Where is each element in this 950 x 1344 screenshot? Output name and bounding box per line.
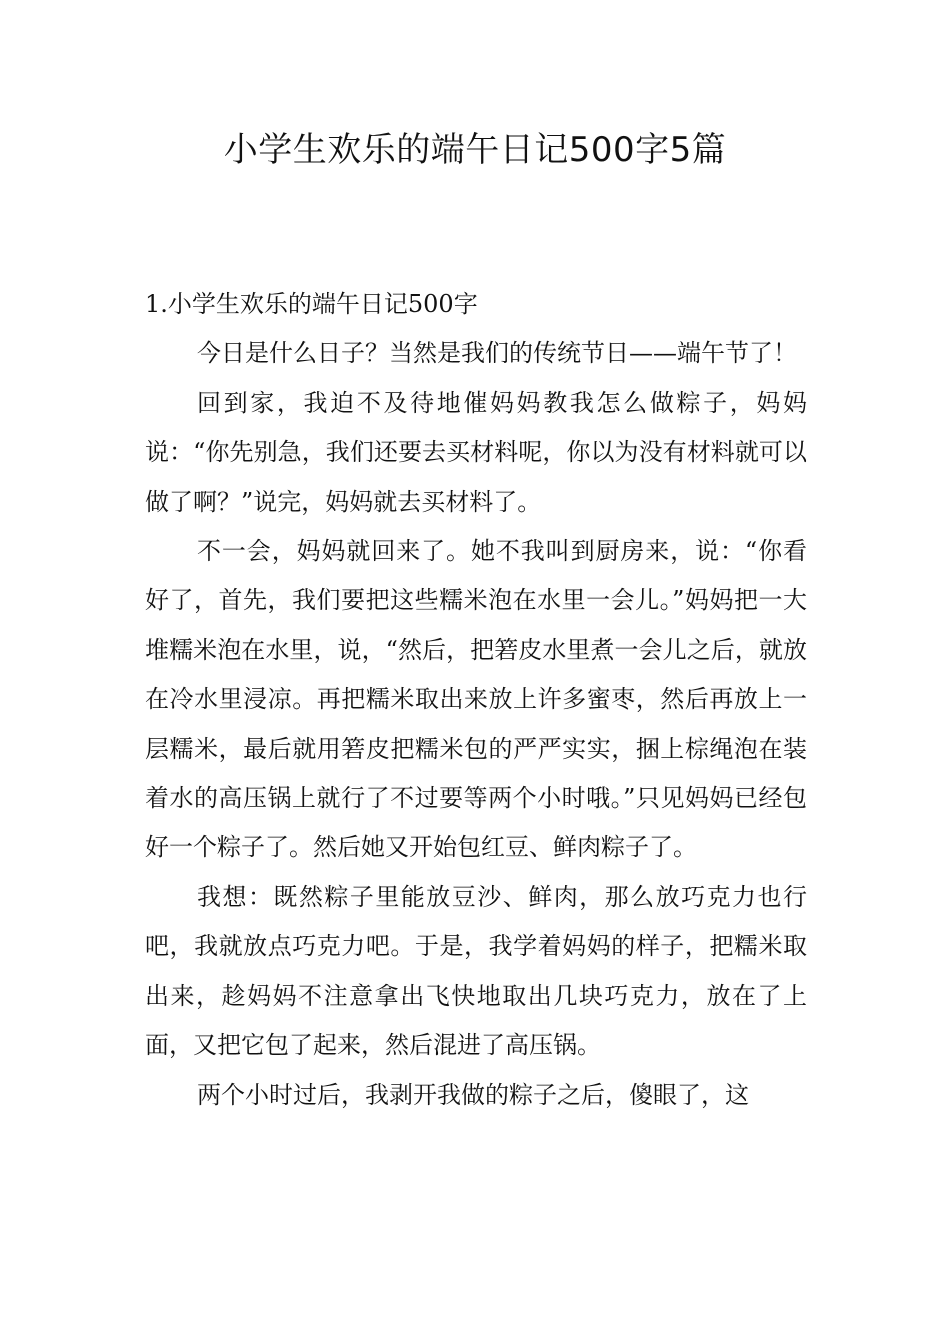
paragraph-4: 我想：既然粽子里能放豆沙、鲜肉，那么放巧克力也行吧，我就放点巧克力吧。于是，我学着妈妈的样子，把糯米取出来，趁妈妈不注意拿出飞快地取出几块巧克力，放在了上面，又把它包了起来，然后混进了高压锅。 [145, 882, 807, 1060]
paragraph-1: 今日是什么日子？当然是我们的传统节日——端午节了！ [197, 339, 797, 368]
section-heading: 1.小学生欢乐的端午日记500字 [145, 290, 478, 318]
paragraph-5: 两个小时过后，我剥开我做的粽子之后，傻眼了，这 [197, 1080, 749, 1109]
document-title: 小学生欢乐的端午日记500字5篇 [223, 130, 727, 170]
paragraph-2: 回到家，我迫不及待地催妈妈教我怎么做粽子，妈妈说：“你先别急，我们还要去买材料呢，你以为没有材料就可以做了啊？”说完，妈妈就去买材料了。 [145, 388, 807, 516]
document-body [145, 280, 807, 1120]
paragraph-3: 不一会，妈妈就回来了。她不我叫到厨房来，说：“你看好了，首先，我们要把这些糯米泡在水里一会儿。”妈妈把一大堆糯米泡在水里，说，“然后，把箬皮水里煮一会儿之后，就放在冷水里浸凉。再把糯米取出来放上许多蜜枣，然后再放上一层糯米，最后就用箬皮把糯米包的严严实实，捆上棕绳泡在装着水的高压锅上就行了不过要等两个小时哦。”只见妈妈已经包好一个粽子了。然后她又开始包红豆、鲜肉粽子了。 [145, 537, 807, 862]
